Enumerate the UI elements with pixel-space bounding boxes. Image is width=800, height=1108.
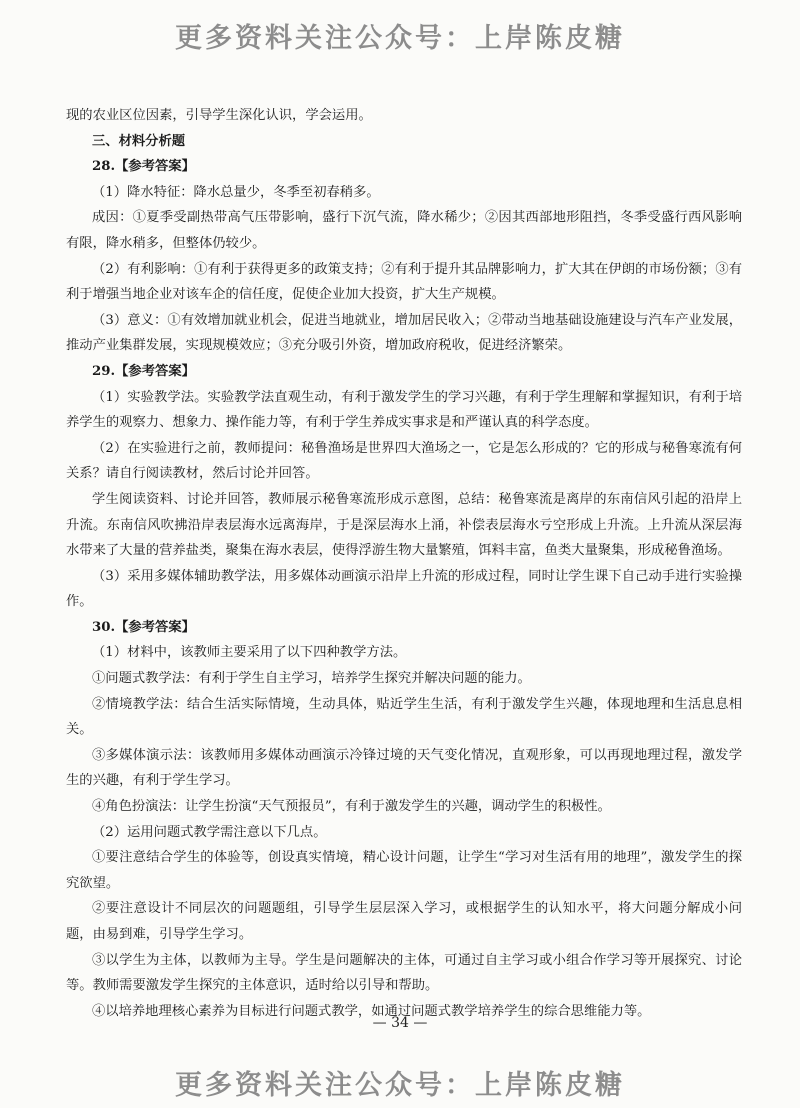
watermark-banner-top: 更多资料关注公众号：上岸陈皮糖 — [175, 23, 625, 54]
section-heading: 29.【参考答案】 — [92, 363, 195, 379]
section-heading: 30.【参考答案】 — [92, 619, 195, 635]
paragraph: （2）在实验进行之前，教师提问：秘鲁渔场是世界四大渔场之一，它是怎么形成的？它的形成与秘鲁寒流有何关系？请自行阅读教材，然后讨论并回答。 — [66, 440, 742, 482]
paragraph: （1）材料中，该教师主要采用了以下四种教学方法。 — [92, 645, 407, 661]
paragraph: （2）运用问题式教学需注意以下几点。 — [92, 824, 327, 840]
paragraph: （3）采用多媒体辅助教学法，用多媒体动画演示沿岸上升流的形成过程，同时让学生课下自己动手进行实验操作。 — [66, 568, 742, 610]
paragraph: （3）意义：①有效增加就业机会，促进当地就业，增加居民收入；②带动当地基础设施建设与汽车产业发展，推动产业集群发展，实现规模效应；③充分吸引外资，增加政府税收，促进经济繁荣。 — [66, 312, 742, 354]
paragraph: （2）有利影响：①有利于获得更多的政策支持；②有利于提升其品牌影响力，扩大其在伊朗的市场份额；③有利于增强当地企业对该车企的信任度，促使企业加大投资，扩大生产规模。 — [66, 261, 742, 303]
watermark-banner-bottom: 更多资料关注公众号：上岸陈皮糖 — [175, 1070, 625, 1101]
page-number: — 34 — — [372, 1015, 428, 1031]
answer-content — [66, 103, 742, 1024]
paragraph: ③以学生为主体，以教师为主导。学生是问题解决的主体，可通过自主学习或小组合作学习等开展探究、讨论等。教师需要激发学生探究的主体意识，适时给以引导和帮助。 — [66, 952, 742, 994]
section-heading: 三、材料分析题 — [92, 133, 186, 149]
paragraph: ③多媒体演示法：该教师用多媒体动画演示冷锋过境的天气变化情况，直观形象，可以再现地理过程，激发学生的兴趣，有利于学生学习。 — [66, 747, 742, 789]
paragraph: 现的农业区位因素，引导学生深化认识，学会运用。 — [66, 108, 372, 123]
paragraph: ②要注意设计不同层次的问题题组，引导学生层层深入学习，或根据学生的认知水平，将大问题分解成小问题，由易到难，引导学生学习。 — [66, 901, 742, 942]
section-heading: 28.【参考答案】 — [92, 159, 195, 175]
paragraph: ④角色扮演法：让学生扮演“天气预报员”，有利于激发学生的兴趣，调动学生的积极性。 — [92, 799, 611, 815]
paragraph: ②情境教学法：结合生活实际情境，生动具体，贴近学生生活，有利于激发学生兴趣，体现地理和生活息息相关。 — [66, 696, 742, 738]
paragraph: ④以培养地理核心素养为目标进行问题式教学，如通过问题式教学培养学生的综合思维能力等。 — [92, 1003, 651, 1019]
paragraph: （1）降水特征：降水总量少，冬季至初春稍多。 — [92, 184, 380, 200]
paragraph: ①问题式教学法：有利于学生自主学习，培养学生探究并解决问题的能力。 — [92, 671, 531, 687]
paragraph: ①要注意结合学生的体验等，创设真实情境，精心设计问题，让学生“学习对生活有用的地理”，激发学生的探究欲望。 — [66, 850, 742, 891]
paragraph: （1）实验教学法。实验教学法直观生动，有利于激发学生的学习兴趣，有利于学生理解和掌握知识，有利于培养学生的观察力、想象力、操作能力等，有利于学生养成实事求是和严谨认真的科学态度。 — [66, 389, 742, 431]
paragraph: 成因：①夏季受副热带高气压带影响，盛行下沉气流，降水稀少；②因其西部地形阻挡，冬季受盛行西风影响有限，降水稍多，但整体仍较少。 — [66, 210, 742, 251]
paragraph: 学生阅读资料、讨论并回答，教师展示秘鲁寒流形成示意图，总结：秘鲁寒流是离岸的东南信风引起的沿岸上升流。东南信风吹拂沿岸表层海水远离海岸，于是深层海水上涌，补偿表层海水亏空形成上升流。上升流从深层海水带来了大量的营养盐类，聚集在海水表层，使得浮游生物大量繁殖，饵料丰富，鱼类大量聚集，形成秘鲁渔场。 — [66, 491, 742, 559]
